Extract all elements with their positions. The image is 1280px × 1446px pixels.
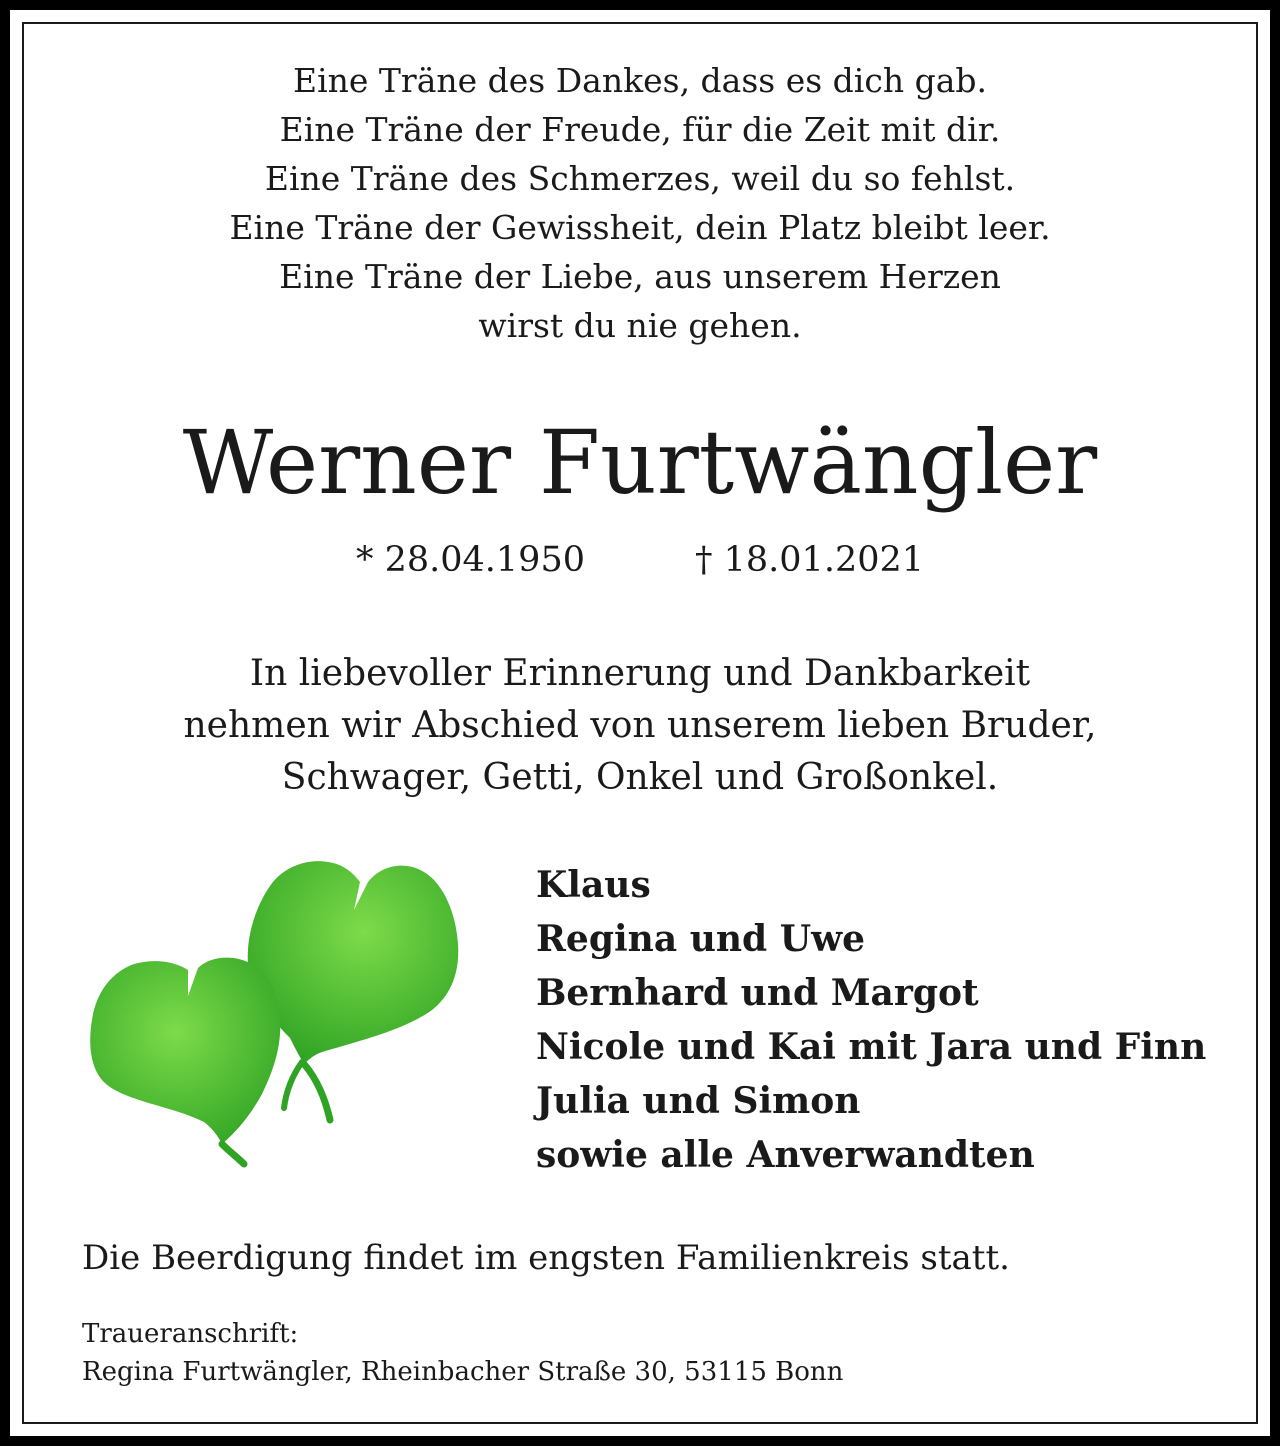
poem-line: Eine Träne des Dankes, dass es dich gab. (293, 61, 987, 100)
poem-line: Eine Träne der Freude, für die Zeit mit dir. (279, 110, 1001, 149)
ginkgo-leaves-icon (72, 840, 472, 1180)
mourning-address: Regina Furtwängler, Rheinbacher Straße 30, 53115 Bonn (82, 1357, 844, 1387)
list-item: Julia und Simon (536, 1080, 861, 1122)
poem-line: Eine Träne der Liebe, aus unserem Herzen (279, 257, 1001, 296)
mourners-list (536, 858, 1206, 1182)
deceased-name: Werner Furtwängler (182, 411, 1098, 514)
mourning-address-label: Traueranschrift: (82, 1319, 299, 1349)
poem-line: Eine Träne der Gewissheit, dein Platz bleibt leer. (229, 208, 1051, 247)
life-dates (10, 538, 1270, 582)
tribute-line: In liebevoller Erinnerung und Dankbarkeit (249, 653, 1031, 694)
birth-date: * 28.04.1950 (355, 540, 585, 580)
tribute-text (10, 648, 1270, 804)
list-item: Klaus (536, 864, 651, 906)
ginkgo-leaf-right (248, 861, 459, 1120)
ginkgo-leaf-left (90, 958, 280, 1164)
list-item: Bernhard und Margot (536, 972, 979, 1014)
tribute-line: nehmen wir Abschied von unserem lieben Bruder, (183, 705, 1097, 746)
death-date: † 18.01.2021 (695, 540, 925, 580)
poem-line: wirst du nie gehen. (478, 306, 802, 345)
poem (10, 56, 1270, 350)
list-item: sowie alle Anverwandten (536, 1134, 1035, 1176)
funeral-note: Die Beerdigung findet im engsten Familienkreis statt. (82, 1238, 1010, 1278)
list-item: Regina und Uwe (536, 918, 866, 960)
poem-line: Eine Träne des Schmerzes, weil du so fehlst. (264, 159, 1016, 198)
obituary-notice (10, 10, 1270, 1436)
list-item: Nicole und Kai mit Jara und Finn (536, 1026, 1207, 1068)
tribute-line: Schwager, Getti, Onkel und Großonkel. (281, 757, 999, 798)
